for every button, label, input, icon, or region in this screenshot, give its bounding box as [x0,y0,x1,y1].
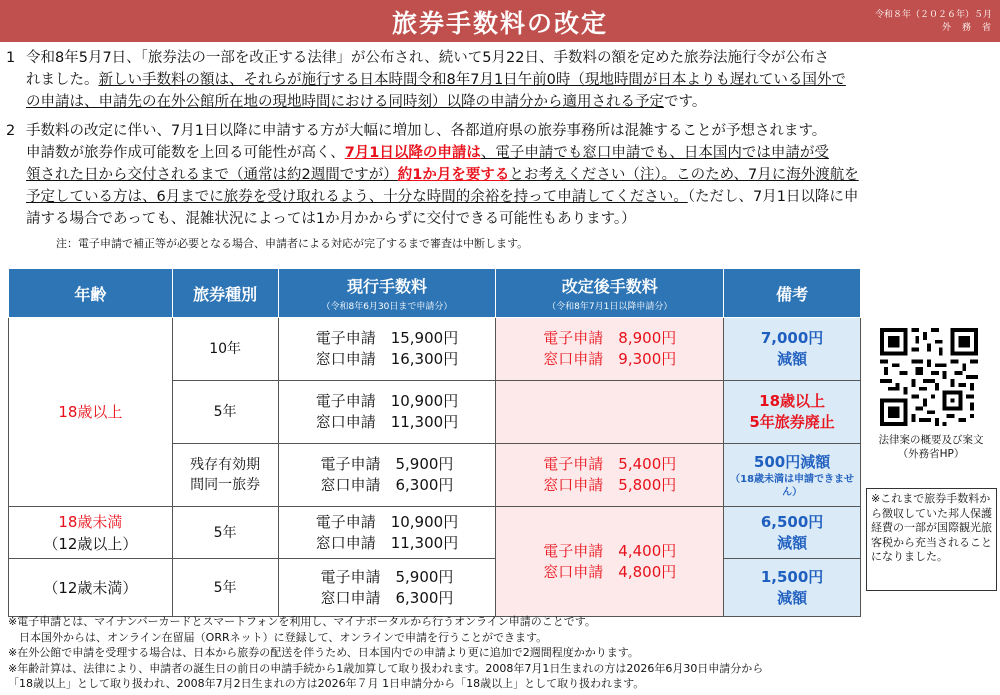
fee-table [8,268,861,617]
remark-line-1: 6,500円 [760,512,824,531]
qr-caption-line-2: （外務省HP） [897,448,965,460]
remark-line-2: 5年旅券廃止 [749,413,835,431]
footnote-3b: 「18歳以上」として取り扱われ、2008年7月2日生まれの方は2026年７月 1日申請分から「18歳以上」として取り扱われます。 [8,677,645,690]
current-fee-window: 窓口申請 11,300円 [315,533,459,552]
type-line-1: 残存有効期 [190,457,261,473]
current-fee-electronic: 電子申請 5,900円 [320,567,454,586]
age-under-18 [9,507,173,559]
footnote-1b: 日本国外からは、オンライン在留届（ORRネット）に登録して、オンラインで申請を行うことができます。 [8,630,548,644]
page-title: 旅券手数料の改定 [391,9,608,38]
header-new [496,269,724,318]
current-fee-electronic: 電子申請 10,900円 [315,512,459,531]
section-1-line-2b: 新しい手数料の額は、それらが施行する日本時間令和8年7月1日午前0時（現地時間が日本よりも遅れている国外で [98,72,846,88]
qr-code-icon[interactable] [880,328,978,426]
section-2-line-3c: とお考えください（注）。 [509,167,677,183]
new-fee-cell [496,507,724,617]
footnotes [8,614,998,692]
remark-line-2: 減額 [777,588,808,607]
new-fee-cell [496,444,724,507]
section-1-number: 1 [6,50,16,66]
remark-cell [724,507,861,559]
remark-cell [724,318,861,381]
header-new-label: 改定後手数料 [561,277,658,296]
current-fee-electronic: 電子申請 5,900円 [320,455,454,473]
current-fee-window: 窓口申請 11,300円 [315,413,459,431]
current-fee-cell [278,507,496,559]
current-fee-electronic: 電子申請 10,900円 [315,392,459,410]
section-1-line-3b: です。 [664,94,707,110]
new-fee-window: 窓口申請 9,300円 [543,350,677,368]
remark-line-2: 減額 [777,350,808,368]
remark-line-1: 1,500円 [760,567,824,586]
header-current-sub: （令和8年6月30日まで申請分） [321,302,453,312]
header-remarks: 備考 [724,269,861,318]
footnote-2: ※在外公館で申請を受理する場合は、日本から旅券の配送を伴うため、日本国内での申請より更に追加で2週間程度かかります。 [8,646,639,659]
header-bar [0,0,1000,42]
remark-small-note: （18歳未満は申請できません） [730,473,855,498]
section-2-line-3d: このため、7月に海外渡航を [676,167,859,183]
section-1-line-1: 令和8年5月7日、「旅券法の一部を改正する法律」が公布され、続いて5月22日、手数料の額を定めた旅券法施行令が公布さ [26,50,829,66]
current-fee-cell [278,559,496,617]
header-meta [875,9,992,35]
new-fee-electronic: 電子申請 5,400円 [543,455,677,473]
remark-cell [724,559,861,617]
footnote-3: ※年齢計算は、法律により、申請者の誕生日の前日の申請手続から1歳加算して取り扱われます。2008年7月1日生まれの方は2026年6月30日申請分から [8,661,764,675]
age-under-12: （12歳未満） [9,559,173,617]
footnote-1: ※電子申請とは、マイナンバーカードとスマートフォンを利用し、マイナポータルから行うオンライン申請のことです。 [8,615,596,628]
section-2-line-4a: 予定している方は、6月までに旅券を受け取れるよう、十分な時間的余裕を持って申請してください。 [26,189,688,205]
new-fee-window: 窓口申請 4,800円 [543,562,677,581]
date-label: 令和８年（２０２６年）５月 [874,10,992,20]
header-age: 年齢 [9,269,173,318]
section-2-line-5: 請する場合であっても、混雑状況によっては1か月かからずに交付できる可能性もあります。） [26,211,636,227]
header-current-label: 現行手数料 [346,277,427,296]
table-row [9,318,861,381]
review-note: 注：電子申請で補正等が必要となる場合、申請者による対応が完了するまで審査は中断します。 [56,237,529,250]
current-fee-electronic: 電子申請 15,900円 [315,329,459,347]
section-2-line-4b: （ただし、7月1日以降に申 [687,189,859,205]
current-fee-window: 窓口申請 16,300円 [315,350,459,368]
current-fee-cell [278,381,496,444]
section-2-number: 2 [6,123,16,139]
tax-note-box: ※これまで旅券手数料から徴収していた邦人保護経費の一部が国際観光旅客税から充当されることになりました。 [866,488,997,591]
type-cell: 5年 [172,381,278,444]
type-cell: 5年 [172,559,278,617]
age-18-plus: 18歳以上 [9,318,173,507]
section-2-line-2c: 、電子申請でも窓口申請でも、日本国内では申請が受 [480,145,829,161]
remark-line-2: 減額 [777,533,808,552]
current-fee-window: 窓口申請 6,300円 [320,476,454,494]
section-2-highlight-month: 約1か月を要する [397,167,510,183]
remark-line-1: 18歳以上 [759,392,826,410]
qr-caption-line-1: 法律案の概要及び案文 [878,434,984,446]
new-fee-window: 窓口申請 5,800円 [543,476,677,494]
header-type: 旅券種別 [172,269,278,318]
type-cell [172,444,278,507]
section-1-line-2a: れました。 [26,72,99,88]
remark-cell [724,381,861,444]
ministry-label: 外 務 省 [941,23,992,33]
current-fee-cell [278,318,496,381]
section-1-line-3a: の申請は、申請先の在外公館所在地の現地時間における同時刻）以降の申請分から適用される予定 [26,94,664,110]
type-cell: 10年 [172,318,278,381]
qr-caption [866,433,996,461]
remark-line-1: 500円減額 [753,452,831,471]
section-2-line-3a: 領された日から交付されるまで（通常は約2週間ですが） [26,167,398,183]
new-fee-cell-empty [496,381,724,444]
type-cell: 5年 [172,507,278,559]
age-under-18-label: 18歳未満 [58,512,123,531]
section-2-line-2a: 申請数が旅券作成可能数を上回る可能性が高く、 [26,145,345,161]
header-new-sub: （令和8年7月1日以降申請分） [547,302,673,312]
table-row [9,559,861,617]
new-fee-electronic: 電子申請 8,900円 [543,329,677,347]
section-2-line-1: 手数料の改定に伴い、7月1日以降に申請する方が大幅に増加し、各都道府県の旅券事務所は混雑することが予想されます。 [26,123,827,139]
header-current [278,269,496,318]
remark-cell [724,444,861,507]
table-row [9,507,861,559]
table-header-row [9,269,861,318]
current-fee-window: 窓口申請 6,300円 [320,588,454,607]
section-1 [6,47,988,113]
age-12-plus-label: （12歳以上） [43,534,138,553]
new-fee-cell [496,318,724,381]
section-2-highlight-july: 7月1日以降の申請は [344,145,481,161]
section-2 [6,120,988,230]
remark-line-1: 7,000円 [760,329,824,347]
current-fee-cell [278,444,496,507]
type-line-2: 間同一旅券 [190,477,261,493]
new-fee-electronic: 電子申請 4,400円 [543,541,677,560]
